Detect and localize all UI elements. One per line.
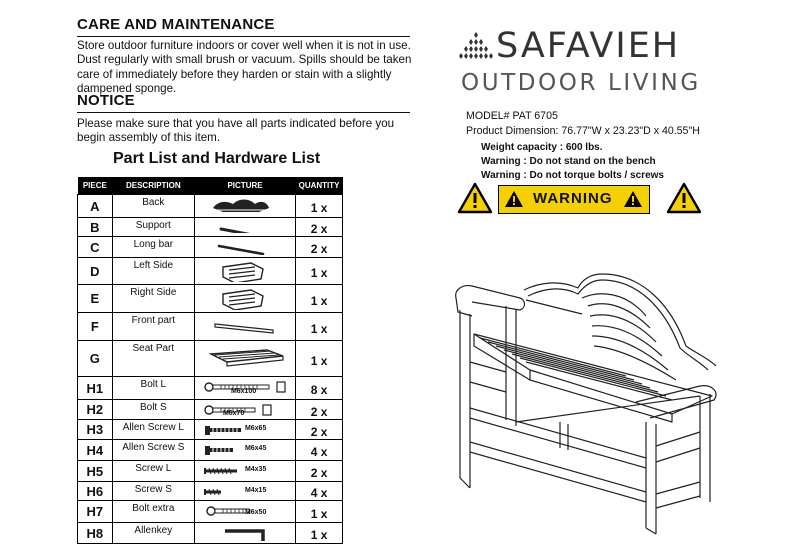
piece-description: Right Side: [112, 285, 194, 313]
piece-description: Back: [112, 195, 194, 218]
care-rule: [77, 36, 410, 37]
notice-line: begin assembly of this item.: [77, 131, 221, 145]
parts-row: [78, 461, 343, 482]
piece-picture: [194, 440, 295, 461]
support-bar-icon: [203, 219, 289, 233]
piece-quantity: 2 x: [296, 400, 343, 420]
piece-id: D: [78, 258, 113, 285]
parts-row: [78, 523, 343, 544]
care-line: Dust regularly with small brush or vacuum. Spills should be taken: [77, 53, 412, 67]
care-line: care of immediately before they harden or stain with a slightly: [77, 67, 392, 81]
piece-id: B: [78, 218, 113, 237]
parts-header-row: [78, 177, 343, 195]
parts-row: [78, 285, 343, 313]
hardware-size-label: M6x50: [244, 509, 267, 516]
long-bar-icon: [203, 238, 289, 255]
piece-quantity: 1 x: [296, 285, 343, 313]
piece-picture: [194, 285, 295, 313]
piece-description: Long bar: [112, 237, 194, 258]
piece-id: H1: [78, 377, 113, 400]
piece-quantity: 1 x: [296, 501, 343, 523]
piece-picture: [194, 482, 295, 501]
piece-description: Bolt extra: [112, 501, 194, 523]
front-rail-icon: [203, 314, 289, 338]
piece-description: Bolt S: [112, 400, 194, 420]
parts-row: [78, 195, 343, 218]
piece-id: A: [78, 195, 113, 218]
back-panel-icon: [203, 196, 289, 215]
piece-quantity: 2 x: [296, 218, 343, 237]
allen-key-icon: [203, 524, 289, 541]
parts-row: [78, 258, 343, 285]
warning-banner-right-icon: [623, 190, 643, 208]
piece-description: Seat Part: [112, 341, 194, 377]
piece-id: G: [78, 341, 113, 377]
piece-picture: [194, 313, 295, 341]
parts-row: [78, 313, 343, 341]
piece-description: Allenkey: [112, 523, 194, 544]
piece-quantity: 4 x: [296, 482, 343, 501]
header-description: DESCRIPTION: [112, 177, 194, 195]
care-title: CARE AND MAINTENANCE: [77, 16, 275, 33]
header-piece: PIECE: [78, 177, 113, 195]
piece-id: F: [78, 313, 113, 341]
piece-picture: [194, 501, 295, 523]
seat-slats-icon: [203, 342, 289, 374]
piece-id: H2: [78, 400, 113, 420]
piece-picture: [194, 461, 295, 482]
piece-picture: [194, 237, 295, 258]
piece-description: Support: [112, 218, 194, 237]
warning-stand: Warning : Do not stand on the bench: [481, 156, 656, 167]
piece-picture: [194, 400, 295, 420]
screw-short-icon: [201, 484, 225, 500]
left-side-frame-icon: [203, 259, 289, 282]
piece-quantity: 2 x: [296, 237, 343, 258]
notice-rule: [77, 112, 410, 113]
model-number: MODEL# PAT 6705: [466, 110, 558, 122]
care-line: Store outdoor furniture indoors or cover well when it is not in use.: [77, 39, 411, 52]
hardware-size-label: M6x70: [222, 410, 245, 417]
warning-banner: [498, 185, 650, 214]
piece-picture: [194, 523, 295, 544]
piece-picture: [194, 420, 295, 440]
piece-id: H4: [78, 440, 113, 461]
weight-capacity: Weight capacity : 600 lbs.: [481, 142, 603, 153]
notice-line: Please make sure that you have all parts indicated before you: [77, 117, 395, 130]
piece-description: Front part: [112, 313, 194, 341]
piece-id: H3: [78, 420, 113, 440]
piece-picture: [194, 218, 295, 237]
piece-id: H6: [78, 482, 113, 501]
parts-row: [78, 420, 343, 440]
product-dimension: Product Dimension: 76.77"W x 23.23"D x 40.55"H: [466, 125, 700, 137]
hardware-size-label: M6x100: [230, 388, 257, 395]
piece-id: C: [78, 237, 113, 258]
safavieh-logo-icon: [458, 30, 494, 64]
piece-quantity: 2 x: [296, 420, 343, 440]
piece-quantity: 2 x: [296, 461, 343, 482]
warning-torque: Warning : Do not torque bolts / screws: [481, 170, 664, 181]
notice-title: NOTICE: [77, 92, 135, 109]
piece-quantity: 1 x: [296, 258, 343, 285]
parts-row: [78, 440, 343, 461]
parts-row: [78, 341, 343, 377]
hardware-size-label: M6x65: [244, 425, 267, 432]
piece-picture: [194, 195, 295, 218]
notice-text: [77, 117, 412, 146]
piece-description: Screw S: [112, 482, 194, 501]
parts-title: Part List and Hardware List: [113, 150, 321, 167]
header-picture: PICTURE: [194, 177, 295, 195]
piece-picture: [194, 258, 295, 285]
header-quantity: QUANTITY: [296, 177, 343, 195]
piece-id: E: [78, 285, 113, 313]
piece-quantity: 1 x: [296, 341, 343, 377]
piece-id: H5: [78, 461, 113, 482]
parts-row: [78, 377, 343, 400]
piece-description: Allen Screw S: [112, 440, 194, 461]
warning-banner-left-icon: [504, 190, 524, 208]
allen-screw-short-icon: [201, 442, 237, 458]
warning-banner-text: WARNING: [533, 190, 613, 207]
allen-screw-long-icon: [201, 422, 245, 438]
piece-description: Left Side: [112, 258, 194, 285]
piece-quantity: 1 x: [296, 523, 343, 544]
piece-id: H8: [78, 523, 113, 544]
piece-quantity: 1 x: [296, 313, 343, 341]
piece-description: Bolt L: [112, 377, 194, 400]
parts-row: [78, 237, 343, 258]
piece-picture: [194, 377, 295, 400]
piece-quantity: 1 x: [296, 195, 343, 218]
hardware-size-label: M4x35: [244, 466, 267, 473]
parts-row: [78, 218, 343, 237]
brand-name: SAFAVIEH: [496, 26, 681, 66]
parts-row: [78, 400, 343, 420]
piece-description: Allen Screw L: [112, 420, 194, 440]
care-text: [77, 39, 412, 96]
brand-subtitle: OUTDOOR LIVING: [461, 70, 701, 96]
warning-triangle-icon: [457, 182, 493, 214]
piece-quantity: 4 x: [296, 440, 343, 461]
parts-table: [77, 177, 343, 544]
warning-triangle-icon: [666, 182, 702, 214]
right-side-frame-icon: [203, 286, 289, 310]
hardware-size-label: M6x45: [244, 445, 267, 452]
piece-description: Screw L: [112, 461, 194, 482]
parts-row: [78, 501, 343, 523]
care-line: dampened sponge.: [77, 81, 177, 95]
piece-picture: [194, 341, 295, 377]
screw-long-icon: [201, 463, 241, 479]
piece-quantity: 8 x: [296, 377, 343, 400]
hardware-size-label: M4x15: [244, 487, 267, 494]
bench-illustration: [450, 262, 730, 544]
parts-row: [78, 482, 343, 501]
piece-id: H7: [78, 501, 113, 523]
